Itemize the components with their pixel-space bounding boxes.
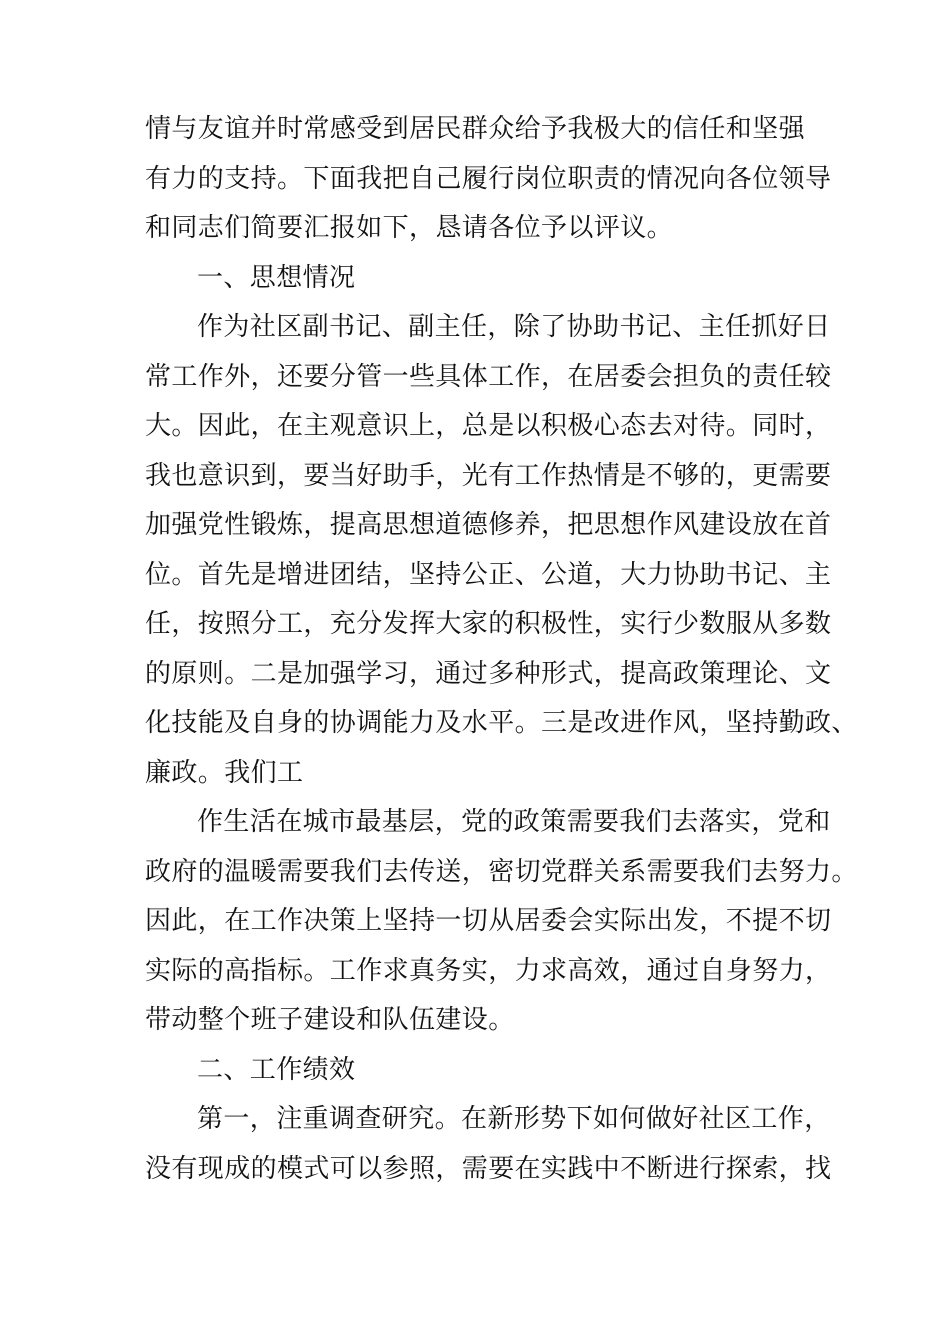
- text-line: 常工作外，还要分管一些具体工作，在居委会担负的责任较: [145, 361, 832, 392]
- text-line: 有力的支持。下面我把自己履行岗位职责的情况向各位领导: [145, 163, 832, 194]
- paragraph-start-line: 作为社区副书记、副主任，除了协助书记、主任抓好日: [197, 312, 831, 342]
- text-line: 廉政。我们工: [145, 757, 304, 788]
- text-line: 政府的温暖需要我们去传送，密切党群关系需要我们去努力。: [145, 856, 858, 887]
- text-line: 大。因此，在主观意识上，总是以积极心态去对待。同时，: [145, 411, 832, 441]
- text-line: 实际的高指标。工作求真务实，力求高效，通过自身努力，: [145, 955, 832, 986]
- text-line: 和同志们简要汇报如下，恳请各位予以评议。: [145, 213, 674, 243]
- text-line: 位。首先是增进团结，坚持公正、公道，大力协助书记、主: [145, 559, 832, 590]
- text-line: 带动整个班子建设和队伍建设。: [145, 1005, 515, 1035]
- section-heading: 一、思想情况: [197, 262, 356, 293]
- text-line: 我也意识到，要当好助手，光有工作热情是不够的，更需要: [145, 460, 832, 491]
- text-line: 任，按照分工，充分发挥大家的积极性，实行少数服从多数: [145, 609, 832, 639]
- section-heading: 二、工作绩效: [197, 1054, 356, 1085]
- text-line: 化技能及自身的协调能力及水平。三是改进作风，坚持勤政、: [145, 708, 858, 738]
- text-line: 加强党性锻炼，提高思想道德修养，把思想作风建设放在首: [145, 510, 832, 540]
- text-line: 的原则。二是加强学习，通过多种形式，提高政策理论、文: [145, 658, 832, 689]
- paragraph-start-line: 作生活在城市最基层，党的政策需要我们去落实，党和: [197, 807, 831, 837]
- text-line: 情与友谊并时常感受到居民群众给予我极大的信任和坚强: [145, 114, 806, 144]
- document-body: [145, 105, 858, 1194]
- paragraph-start-line: 第一，注重调查研究。在新形势下如何做好社区工作，: [197, 1104, 831, 1134]
- text-line: 因此，在工作决策上坚持一切从居委会实际出发，不提不切: [145, 906, 832, 936]
- text-line: 没有现成的模式可以参照，需要在实践中不断进行探索，找: [145, 1153, 832, 1184]
